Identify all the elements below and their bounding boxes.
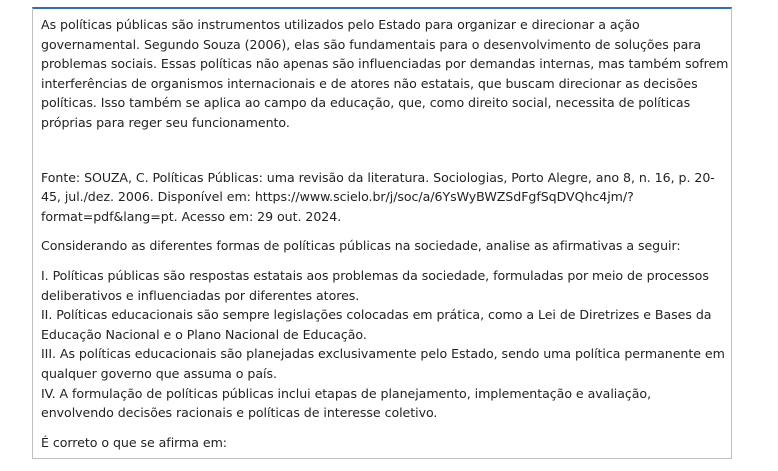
question-line: É correto o que se afirma em:	[41, 434, 227, 450]
statement-line: I. Políticas públicas são respostas estatais aos problemas da sociedade, formuladas por meio de processos	[41, 267, 709, 283]
source-line: Fonte: SOUZA, C. Políticas Públicas: uma revisão da literatura. Sociologias, Porto Alegre, ano 8, n. 16, p. 20-	[41, 169, 715, 185]
intro-line: governamental. Segundo Souza (2006), elas são fundamentais para o desenvolvimento de soluções para	[41, 36, 702, 52]
question-card	[32, 7, 732, 459]
statement-line: III. As políticas educacionais são planejadas exclusivamente pelo Estado, sendo uma política permanente em	[41, 346, 725, 362]
prompt-line: Considerando as diferentes formas de políticas públicas na sociedade, analise as afirmativas a seguir:	[41, 238, 681, 254]
statement-line: II. Políticas educacionais são sempre legislações colocadas em prática, como a Lei de Diretrizes e Bases da	[41, 307, 712, 323]
statement-line: IV. A formulação de políticas públicas inclui etapas de planejamento, implementação e avaliação,	[41, 385, 652, 401]
spacer	[41, 256, 725, 266]
statement-line: qualquer governo que assuma o país.	[41, 365, 277, 381]
intro-line: políticas. Isso também se aplica ao campo da educação, que, como direito social, necessita de políticas	[41, 95, 691, 111]
source-line: 45, jul./dez. 2006. Disponível em: https://www.scielo.br/j/soc/a/6YsWyBWZSdFgfSqDVQhc4jm/?	[41, 189, 634, 205]
intro-paragraph	[41, 15, 729, 133]
intro-line: próprias para reger seu funcionamento.	[41, 114, 290, 130]
source-line: format=pdf&lang=pt. Acesso em: 29 out. 2024.	[41, 208, 342, 224]
analysis-prompt	[41, 236, 725, 256]
source-citation	[41, 168, 725, 227]
question-stem	[41, 433, 725, 453]
statement-line: deliberativos e influenciadas por diferentes atores.	[41, 287, 360, 303]
spacer	[41, 423, 725, 433]
intro-line: problemas sociais. Essas políticas não apenas são influenciadas por demandas internas, mas também sofrem	[41, 56, 729, 72]
intro-line: As políticas públicas são instrumentos utilizados pelo Estado para organizar e direcionar a ação	[41, 17, 640, 32]
spacer	[41, 133, 725, 168]
statements-list	[41, 266, 725, 423]
statement-line: Educação Nacional e o Plano Nacional de Educação.	[41, 326, 367, 342]
statement-line: envolvendo decisões racionais e políticas de interesse coletivo.	[41, 405, 438, 421]
spacer	[41, 226, 725, 236]
intro-line: interferências de organismos internacionais e de atores não estatais, que buscam direcionar as decisões	[41, 75, 698, 91]
